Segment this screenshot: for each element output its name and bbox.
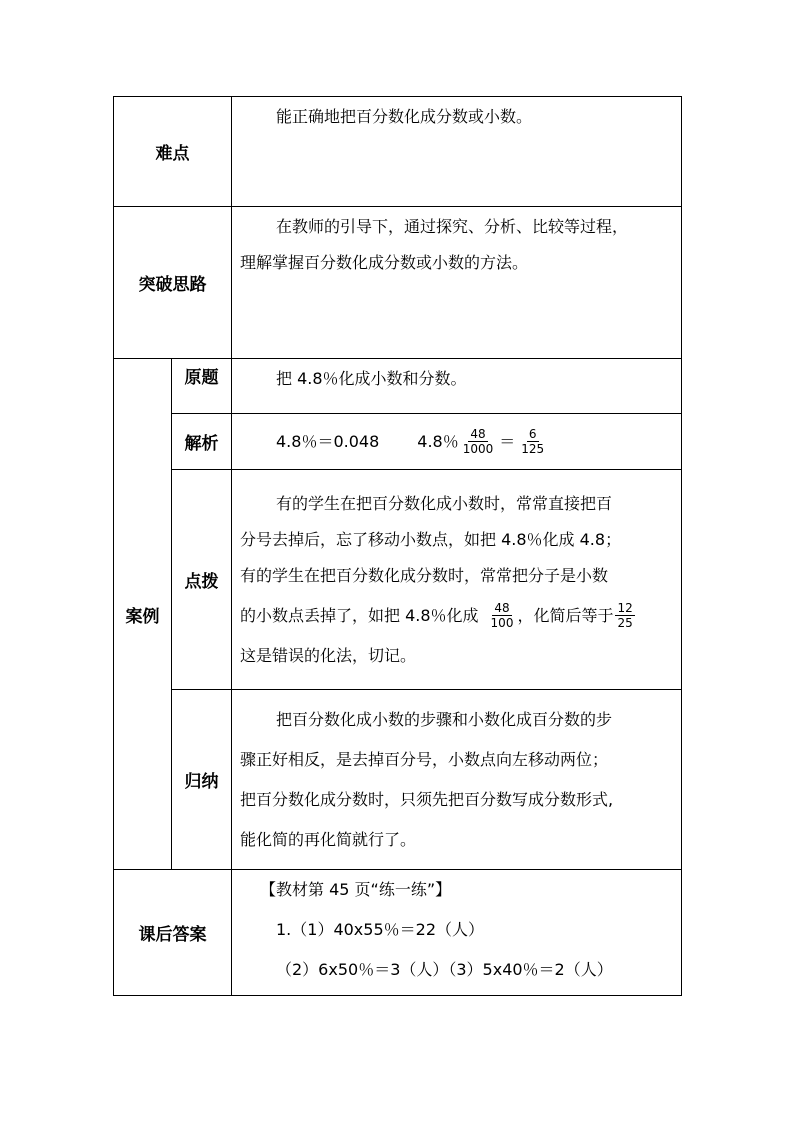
approach-line-2: 理解掌握百分数化成分数或小数的方法。 [240, 253, 529, 272]
tips-line-3: 有的学生在把百分数化成分数时，常常把分子是小数 [240, 565, 609, 585]
content-summary [232, 690, 682, 870]
tips-line-2: 分号去掉后，忘了移动小数点，如把 4.8％化成 4.8； [240, 529, 622, 549]
label-problem: 原题 [172, 359, 232, 414]
difficulty-text: 能正确地把百分数化成分数或小数。 [276, 107, 533, 126]
row-problem [114, 359, 682, 414]
tips-line-5: 这是错误的化法，切记。 [240, 645, 417, 665]
label-tips: 点拨 [172, 470, 232, 690]
analysis-fraction-2 [519, 427, 546, 456]
content-problem [232, 359, 682, 414]
fraction-denominator: 25 [617, 616, 633, 630]
problem-text: 把 4.8％化成小数和分数。 [276, 369, 467, 388]
label-summary: 归纳 [172, 690, 232, 870]
analysis-part-1: 4.8％＝0.048 [276, 431, 380, 451]
tips-line-4 [240, 594, 673, 638]
label-approach: 突破思路 [114, 207, 232, 359]
label-analysis: 解析 [172, 414, 232, 470]
row-tips [114, 470, 682, 690]
fraction-numerator: 48 [470, 427, 486, 441]
tips-fraction-b [615, 601, 634, 630]
approach-line-1: 在教师的引导下，通过探究、分析、比较等过程， [276, 217, 629, 236]
label-difficulty: 难点 [114, 97, 232, 207]
content-difficulty [232, 97, 682, 207]
lesson-table [113, 96, 682, 996]
fraction-denominator: 1000 [462, 442, 494, 456]
summary-line-2: 骤正好相反，是去掉百分号，小数点向左移动两位； [240, 749, 609, 769]
summary-line-1: 把百分数化成小数的步骤和小数化成百分数的步 [276, 709, 613, 729]
analysis-line [240, 418, 673, 466]
label-case: 案例 [114, 359, 172, 870]
answers-line-3: （2）6x50％＝3（人）（3）5x40％＝2（人） [276, 960, 613, 979]
summary-line-3: 把百分数化成分数时，只须先把百分数写成分数形式, [240, 789, 614, 809]
content-tips [232, 470, 682, 690]
fraction-denominator: 100 [490, 616, 514, 630]
analysis-part-2: 4.8％ [417, 431, 459, 451]
tips-line-1: 有的学生在把百分数化成小数时，常常直接把百 [276, 493, 613, 513]
tips-line-4-b: ，化简后等于 [517, 605, 614, 625]
answers-line-2: 1.（1）40x55％＝22（人） [276, 920, 484, 939]
fraction-numerator: 6 [528, 427, 537, 441]
tips-line-4-a: 的小数点丢掉了，如把 4.8％化成 [240, 605, 479, 625]
row-approach [114, 207, 682, 359]
analysis-fraction-1 [461, 427, 496, 456]
fraction-numerator: 48 [494, 601, 510, 615]
row-difficulty [114, 97, 682, 207]
equals-sign: ＝ [499, 431, 516, 451]
fraction-denominator: 125 [521, 442, 545, 456]
answers-line-1: 【教材第 45 页“练一练”】 [260, 880, 452, 899]
row-answers [114, 870, 682, 996]
content-answers [232, 870, 682, 996]
summary-line-4: 能化简的再化简就行了。 [240, 829, 417, 849]
content-analysis [232, 414, 682, 470]
row-summary [114, 690, 682, 870]
content-approach [232, 207, 682, 359]
row-analysis [114, 414, 682, 470]
fraction-numerator: 12 [617, 601, 633, 615]
label-answers: 课后答案 [114, 870, 232, 996]
tips-fraction-a [489, 601, 516, 630]
